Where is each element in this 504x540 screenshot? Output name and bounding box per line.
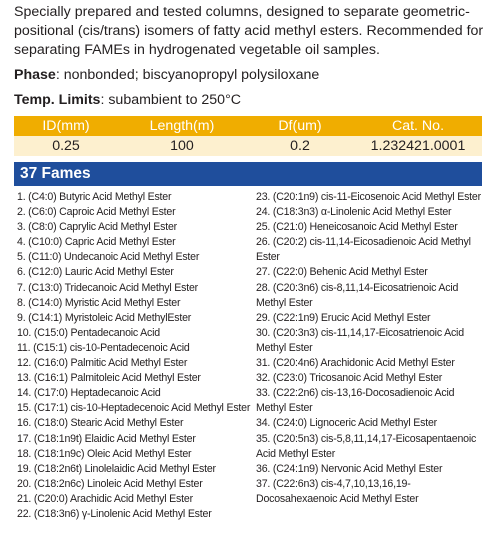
fames-list-left — [17, 190, 251, 522]
phase-line — [14, 67, 319, 83]
temp-limits-line — [14, 92, 241, 108]
fame-list-item: 12. (C16:0) Palmitic Acid Methyl Ester — [17, 357, 188, 370]
fame-list-item: 25. (C21:0) Heneicosanoic Acid Methyl Ester — [256, 221, 458, 234]
column-description: Specially prepared and tested columns, designed to separate geometric-positional (cis/trans) isomers of fatty acid methyl esters. Recommended for separating FAMEs in hydrogenated vegetable oil samples. — [14, 4, 484, 58]
fame-list-item: 8. (C14:0) Myristic Acid Methyl Ester — [17, 296, 181, 309]
fame-list-item: 19. (C18:2n6t) Linolelaidic Acid Methyl Ester — [17, 462, 216, 475]
fame-list-item: 32. (C23:0) Tricosanoic Acid Methyl Ester — [256, 372, 443, 385]
temp-value: : subambient to 250°C — [100, 92, 241, 108]
fame-list-item: 28. (C20:3n6) cis-8,11,14-Eicosatrienoic Acid Methyl Ester — [256, 281, 459, 309]
fame-list-item: 24. (C18:3n3) α-Linolenic Acid Methyl Ester — [256, 206, 452, 219]
phase-label: Phase — [14, 67, 56, 83]
fame-list-item: 3. (C8:0) Caprylic Acid Methyl Ester — [17, 221, 177, 234]
spec-table-row — [14, 136, 482, 156]
cell-df: 0.2 — [290, 138, 310, 154]
fame-list-item: 37. (C22:6n3) cis-4,7,10,13,16,19-Docosahexaenoic Acid Methyl Ester — [256, 477, 419, 505]
header-df: Df(um) — [278, 118, 322, 134]
fame-list-item: 14. (C17:0) Heptadecanoic Acid — [17, 387, 161, 400]
fame-list-item: 9. (C14:1) Myristoleic Acid MethylEster — [17, 311, 192, 324]
fame-list-item: 22. (C18:3n6) γ-Linolenic Acid Methyl Ester — [17, 507, 212, 520]
fame-list-item: 23. (C20:1n9) cis-11-Eicosenoic Acid Methyl Ester — [256, 191, 481, 203]
header-length: Length(m) — [149, 118, 215, 134]
fame-list-item: 7. (C13:0) Tridecanoic Acid Methyl Ester — [17, 281, 199, 294]
fame-list-item: 26. (C20:2) cis-11,14-Eicosadienoic Acid Methyl Ester — [256, 236, 471, 264]
header-cat-no: Cat. No. — [391, 118, 445, 134]
fame-list-item: 2. (C6:0) Caproic Acid Methyl Ester — [17, 206, 176, 219]
fame-list-item: 10. (C15:0) Pentadecanoic Acid — [17, 326, 160, 339]
fame-list-item: 6. (C12:0) Lauric Acid Methyl Ester — [17, 266, 174, 279]
fame-list-item: 15. (C17:1) cis-10-Heptadecenoic Acid Methyl Ester — [17, 402, 251, 415]
fame-list-item: 29. (C22:1n9) Erucic Acid Methyl Ester — [256, 311, 431, 324]
fame-list-item: 1. (C4:0) Butyric Acid Methyl Ester — [17, 191, 172, 203]
fame-list-item: 31. (C20:4n6) Arachidonic Acid Methyl Ester — [256, 357, 455, 370]
fame-list-item: 17. (C18:1n9t) Elaidic Acid Methyl Ester — [17, 432, 196, 445]
fame-list-item: 34. (C24:0) Lignoceric Acid Methyl Ester — [256, 417, 438, 430]
cell-cat-no: 1.232421.0001 — [370, 138, 466, 154]
spec-table-header — [14, 116, 482, 136]
fame-list-item: 33. (C22:2n6) cis-13,16-Docosadienoic Acid Methyl Ester — [256, 387, 455, 415]
fame-list-item: 4. (C10:0) Capric Acid Methyl Ester — [17, 236, 176, 249]
fame-list-item: 21. (C20:0) Arachidic Acid Methyl Ester — [17, 492, 193, 505]
fame-list-item: 13. (C16:1) Palmitoleic Acid Methyl Ester — [17, 372, 201, 385]
header-id: ID(mm) — [42, 118, 90, 134]
fame-list-item: 20. (C18:2n6c) Linoleic Acid Methyl Ester — [17, 477, 203, 490]
fame-list-item: 16. (C18:0) Stearic Acid Methyl Ester — [17, 417, 184, 430]
cell-length: 100 — [170, 138, 194, 154]
fame-list-item: 35. (C20:5n3) cis-5,8,11,14,17-Eicosapentaenoic Acid Methyl Ester — [256, 432, 477, 460]
cell-id: 0.25 — [52, 138, 80, 154]
fame-list-item: 30. (C20:3n3) cis-11,14,17-Eicosatrienoic Acid Methyl Ester — [256, 326, 464, 354]
fame-list-item: 11. (C15:1) cis-10-Pentadecenoic Acid — [17, 341, 190, 354]
temp-label: Temp. Limits — [14, 92, 101, 108]
fame-list-item: 5. (C11:0) Undecanoic Acid Methyl Ester — [17, 251, 200, 264]
fames-list-right — [256, 190, 482, 507]
fame-list-item: 27. (C22:0) Behenic Acid Methyl Ester — [256, 266, 428, 279]
fame-list-item: 18. (C18:1n9c) Oleic Acid Methyl Ester — [17, 447, 192, 460]
phase-value: : nonbonded; biscyanopropyl polysiloxane — [55, 67, 320, 83]
fames-section-title: 37 Fames — [14, 162, 482, 186]
fame-list-item: 36. (C24:1n9) Nervonic Acid Methyl Ester — [256, 462, 443, 475]
